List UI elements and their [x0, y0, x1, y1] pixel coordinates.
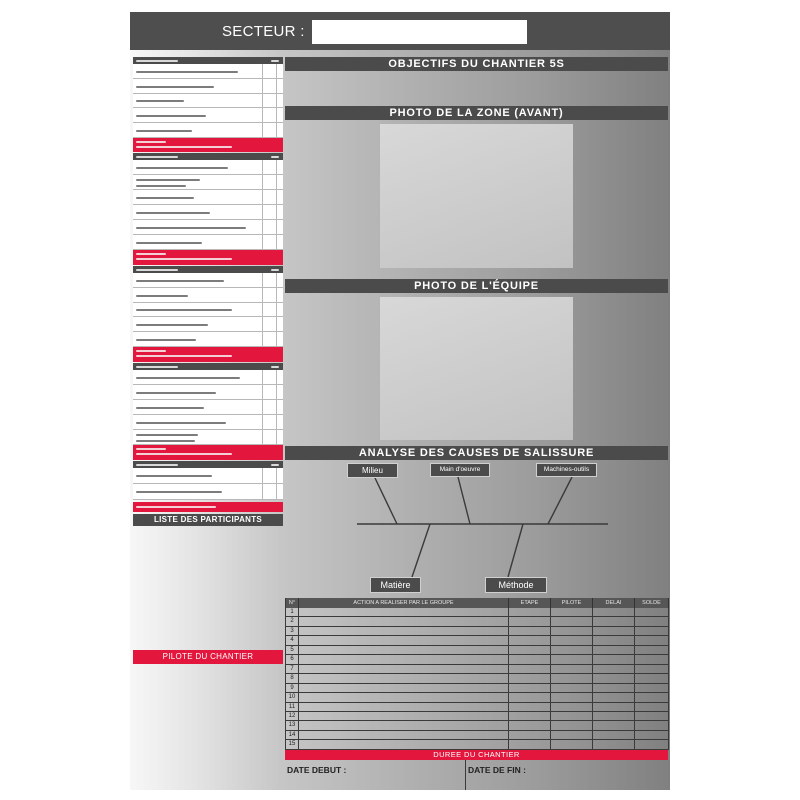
sector-label: SECTEUR :: [222, 23, 305, 40]
illegible-text: [136, 392, 216, 394]
score-cell[interactable]: [276, 468, 284, 483]
illegible-text: [136, 167, 228, 169]
checklist-row: [133, 79, 283, 94]
pilot-cell[interactable]: [551, 740, 593, 749]
checklist-row: [133, 430, 283, 445]
score-cell[interactable]: [262, 288, 277, 302]
done-cell[interactable]: [635, 674, 669, 683]
checklist-section-note: [133, 138, 283, 152]
score-cell[interactable]: [262, 79, 277, 93]
illegible-text: [136, 146, 232, 148]
illegible-text: [271, 60, 279, 62]
column-header-action: ACTION A REALISER PAR LE GROUPE: [299, 598, 509, 608]
done-cell[interactable]: [635, 627, 669, 636]
checklist-section-header: [133, 461, 283, 468]
checklist-section-note: [133, 445, 283, 460]
checklist-row: [133, 415, 283, 430]
score-cell[interactable]: [262, 190, 277, 204]
checklist-column: [133, 0, 283, 800]
column-header-step: ETAPE: [509, 598, 551, 608]
illegible-text: [271, 269, 279, 271]
end-date-label: DATE DE FIN :: [468, 765, 526, 775]
action-cell[interactable]: [299, 627, 509, 636]
cause-machines-label: Machines-outils: [536, 463, 597, 477]
column-header-number: N°: [286, 598, 299, 608]
step-cell[interactable]: [509, 636, 551, 645]
action-cell[interactable]: [299, 617, 509, 626]
illegible-text: [136, 422, 226, 424]
step-cell[interactable]: [509, 684, 551, 693]
action-cell[interactable]: [299, 608, 509, 617]
illegible-text: [136, 280, 224, 282]
pilot-cell[interactable]: [551, 636, 593, 645]
row-number: 2: [286, 617, 299, 626]
column-header-pilot: PILOTE: [551, 598, 593, 608]
score-cell[interactable]: [276, 332, 284, 346]
deadline-cell[interactable]: [593, 617, 635, 626]
row-number: 7: [286, 665, 299, 674]
row-number: 11: [286, 703, 299, 712]
illegible-text: [136, 130, 192, 132]
checklist-section-header: [133, 153, 283, 160]
score-cell[interactable]: [276, 484, 284, 499]
row-number: 10: [286, 693, 299, 702]
score-cell[interactable]: [262, 273, 277, 287]
illegible-text: [136, 242, 202, 244]
checklist-row: [133, 370, 283, 385]
deadline-cell[interactable]: [593, 721, 635, 730]
deadline-cell[interactable]: [593, 693, 635, 702]
checklist-section-note: [133, 347, 283, 362]
score-cell[interactable]: [276, 235, 284, 249]
deadline-cell[interactable]: [593, 627, 635, 636]
pilot-cell[interactable]: [551, 712, 593, 721]
score-cell[interactable]: [262, 303, 277, 316]
step-cell[interactable]: [509, 703, 551, 712]
photo-before-title: PHOTO DE LA ZONE (AVANT): [285, 106, 668, 120]
row-number: 13: [286, 721, 299, 730]
illegible-text: [136, 115, 206, 117]
checklist-row: [133, 273, 283, 288]
cause-matiere-label: Matière: [370, 577, 421, 593]
done-cell[interactable]: [635, 703, 669, 712]
checklist-section-header: [133, 363, 283, 370]
score-cell[interactable]: [276, 108, 284, 122]
score-cell[interactable]: [276, 64, 284, 78]
pilot-cell[interactable]: [551, 703, 593, 712]
done-cell[interactable]: [635, 665, 669, 674]
action-cell[interactable]: [299, 693, 509, 702]
checklist-row: [133, 484, 283, 500]
score-cell[interactable]: [276, 175, 284, 189]
score-cell[interactable]: [262, 468, 277, 483]
score-cell[interactable]: [276, 385, 284, 399]
score-cell[interactable]: [276, 205, 284, 219]
photo-before-placeholder: [380, 124, 573, 268]
illegible-text: [136, 100, 184, 102]
checklist-row: [133, 175, 283, 190]
score-cell[interactable]: [276, 190, 284, 204]
causes-title: ANALYSE DES CAUSES DE SALISSURE: [285, 446, 668, 460]
score-cell[interactable]: [262, 220, 277, 234]
checklist-section-note: [133, 502, 283, 512]
pilot-cell[interactable]: [551, 617, 593, 626]
score-cell[interactable]: [276, 273, 284, 287]
column-header-deadline: DELAI: [593, 598, 635, 608]
pilot-cell[interactable]: [551, 674, 593, 683]
score-cell[interactable]: [276, 288, 284, 302]
row-number: 1: [286, 608, 299, 617]
score-cell[interactable]: [276, 79, 284, 93]
deadline-cell[interactable]: [593, 665, 635, 674]
checklist-row: [133, 468, 283, 484]
score-cell[interactable]: [262, 108, 277, 122]
checklist-section-header: [133, 266, 283, 273]
row-number: 4: [286, 636, 299, 645]
score-cell[interactable]: [276, 370, 284, 384]
pilot-cell[interactable]: [551, 655, 593, 664]
action-table: [285, 598, 668, 750]
pilot-cell[interactable]: [551, 608, 593, 617]
illegible-text: [136, 179, 200, 181]
score-cell[interactable]: [262, 484, 277, 499]
step-cell[interactable]: [509, 665, 551, 674]
step-cell[interactable]: [509, 731, 551, 740]
checklist-row: [133, 123, 283, 138]
action-cell[interactable]: [299, 665, 509, 674]
illegible-text: [136, 141, 166, 143]
step-cell[interactable]: [509, 693, 551, 702]
step-cell[interactable]: [509, 627, 551, 636]
action-cell[interactable]: [299, 636, 509, 645]
illegible-text: [136, 227, 246, 229]
illegible-text: [136, 295, 188, 297]
action-cell[interactable]: [299, 655, 509, 664]
score-cell[interactable]: [262, 123, 277, 137]
illegible-text: [136, 156, 178, 158]
pilot-cell[interactable]: [551, 731, 593, 740]
score-cell[interactable]: [262, 160, 277, 174]
row-number: 9: [286, 684, 299, 693]
checklist-section-header: [133, 57, 283, 64]
done-cell[interactable]: [635, 731, 669, 740]
done-cell[interactable]: [635, 693, 669, 702]
illegible-text: [136, 185, 186, 187]
step-cell[interactable]: [509, 655, 551, 664]
pilot-cell[interactable]: [551, 721, 593, 730]
pilot-title: PILOTE DU CHANTIER: [133, 650, 283, 664]
score-cell[interactable]: [262, 94, 277, 107]
step-cell[interactable]: [509, 608, 551, 617]
illegible-text: [136, 253, 166, 255]
cause-methode-label: Méthode: [485, 577, 547, 593]
checklist-row: [133, 190, 283, 205]
illegible-text: [136, 212, 210, 214]
start-date-label: DATE DEBUT :: [287, 765, 347, 775]
deadline-cell[interactable]: [593, 636, 635, 645]
illegible-text: [136, 506, 216, 508]
score-cell[interactable]: [262, 332, 277, 346]
illegible-text: [271, 464, 279, 466]
deadline-cell[interactable]: [593, 646, 635, 655]
illegible-text: [136, 491, 222, 493]
checklist-row: [133, 317, 283, 332]
deadline-cell[interactable]: [593, 740, 635, 749]
score-cell[interactable]: [276, 220, 284, 234]
checklist-row: [133, 332, 283, 347]
checklist-row: [133, 400, 283, 415]
checklist-row: [133, 160, 283, 175]
deadline-cell[interactable]: [593, 731, 635, 740]
row-number: 3: [286, 627, 299, 636]
row-number: 12: [286, 712, 299, 721]
score-cell[interactable]: [276, 317, 284, 331]
illegible-text: [136, 197, 194, 199]
column-header-done: SOLDE: [635, 598, 669, 608]
score-cell[interactable]: [262, 370, 277, 384]
row-number: 14: [286, 731, 299, 740]
action-cell[interactable]: [299, 740, 509, 749]
checklist-row: [133, 235, 283, 250]
checklist-row: [133, 220, 283, 235]
step-cell[interactable]: [509, 721, 551, 730]
deadline-cell[interactable]: [593, 712, 635, 721]
pilot-cell[interactable]: [551, 646, 593, 655]
illegible-text: [136, 339, 196, 341]
deadline-cell[interactable]: [593, 608, 635, 617]
date-divider: [465, 760, 466, 790]
score-cell[interactable]: [262, 317, 277, 331]
illegible-text: [136, 269, 178, 271]
step-cell[interactable]: [509, 674, 551, 683]
objectives-title: OBJECTIFS DU CHANTIER 5S: [285, 57, 668, 71]
illegible-text: [136, 86, 214, 88]
row-number: 15: [286, 740, 299, 749]
score-cell[interactable]: [262, 175, 277, 189]
row-number: 6: [286, 655, 299, 664]
done-cell[interactable]: [635, 655, 669, 664]
score-cell[interactable]: [276, 123, 284, 137]
action-cell[interactable]: [299, 703, 509, 712]
illegible-text: [136, 453, 232, 455]
illegible-text: [136, 407, 204, 409]
done-cell[interactable]: [635, 684, 669, 693]
illegible-text: [136, 60, 178, 62]
pilot-cell[interactable]: [551, 684, 593, 693]
score-cell[interactable]: [262, 235, 277, 249]
score-cell[interactable]: [276, 160, 284, 174]
pilot-cell[interactable]: [551, 665, 593, 674]
sector-input[interactable]: [312, 20, 527, 44]
illegible-text: [136, 71, 238, 73]
action-cell[interactable]: [299, 684, 509, 693]
photo-team-title: PHOTO DE L'ÉQUIPE: [285, 279, 668, 293]
deadline-cell[interactable]: [593, 655, 635, 664]
action-cell[interactable]: [299, 674, 509, 683]
illegible-text: [271, 156, 279, 158]
deadline-cell[interactable]: [593, 703, 635, 712]
step-cell[interactable]: [509, 740, 551, 749]
score-cell[interactable]: [262, 64, 277, 78]
score-cell[interactable]: [262, 400, 277, 414]
checklist-row: [133, 385, 283, 400]
illegible-text: [136, 377, 240, 379]
checklist-section-note: [133, 250, 283, 265]
illegible-text: [271, 366, 279, 368]
score-cell[interactable]: [262, 205, 277, 219]
duration-title: DUREE DU CHANTIER: [285, 750, 668, 760]
action-cell[interactable]: [299, 712, 509, 721]
illegible-text: [136, 350, 166, 352]
illegible-text: [136, 324, 208, 326]
score-cell[interactable]: [262, 430, 277, 444]
done-cell[interactable]: [635, 646, 669, 655]
action-cell[interactable]: [299, 646, 509, 655]
done-cell[interactable]: [635, 636, 669, 645]
deadline-cell[interactable]: [593, 674, 635, 683]
cause-milieu-label: Milieu: [347, 463, 398, 478]
score-cell[interactable]: [262, 415, 277, 429]
illegible-text: [136, 464, 178, 466]
score-cell[interactable]: [262, 385, 277, 399]
done-cell[interactable]: [635, 617, 669, 626]
checklist-row: [133, 303, 283, 317]
score-cell[interactable]: [276, 303, 284, 316]
photo-team-placeholder: [380, 297, 573, 440]
done-cell[interactable]: [635, 740, 669, 749]
done-cell[interactable]: [635, 608, 669, 617]
score-cell[interactable]: [276, 400, 284, 414]
done-cell[interactable]: [635, 721, 669, 730]
step-cell[interactable]: [509, 646, 551, 655]
illegible-text: [136, 448, 166, 450]
illegible-text: [136, 366, 178, 368]
done-cell[interactable]: [635, 712, 669, 721]
illegible-text: [136, 434, 198, 436]
step-cell[interactable]: [509, 617, 551, 626]
illegible-text: [136, 355, 232, 357]
deadline-cell[interactable]: [593, 684, 635, 693]
illegible-text: [136, 475, 212, 477]
row-number: 5: [286, 646, 299, 655]
illegible-text: [136, 309, 232, 311]
illegible-text: [136, 440, 195, 442]
score-cell[interactable]: [276, 94, 284, 107]
row-number: 8: [286, 674, 299, 683]
pilot-cell[interactable]: [551, 693, 593, 702]
score-cell[interactable]: [276, 415, 284, 429]
score-cell[interactable]: [276, 430, 284, 444]
checklist-row: [133, 288, 283, 303]
cause-main-oeuvre-label: Main d'oeuvre: [430, 463, 490, 477]
checklist-row: [133, 108, 283, 123]
checklist-row: [133, 205, 283, 220]
step-cell[interactable]: [509, 712, 551, 721]
checklist-row: [133, 64, 283, 79]
participants-title: LISTE DES PARTICIPANTS: [133, 514, 283, 526]
pilot-cell[interactable]: [551, 627, 593, 636]
checklist-row: [133, 94, 283, 108]
action-cell[interactable]: [299, 721, 509, 730]
action-cell[interactable]: [299, 731, 509, 740]
illegible-text: [136, 258, 232, 260]
